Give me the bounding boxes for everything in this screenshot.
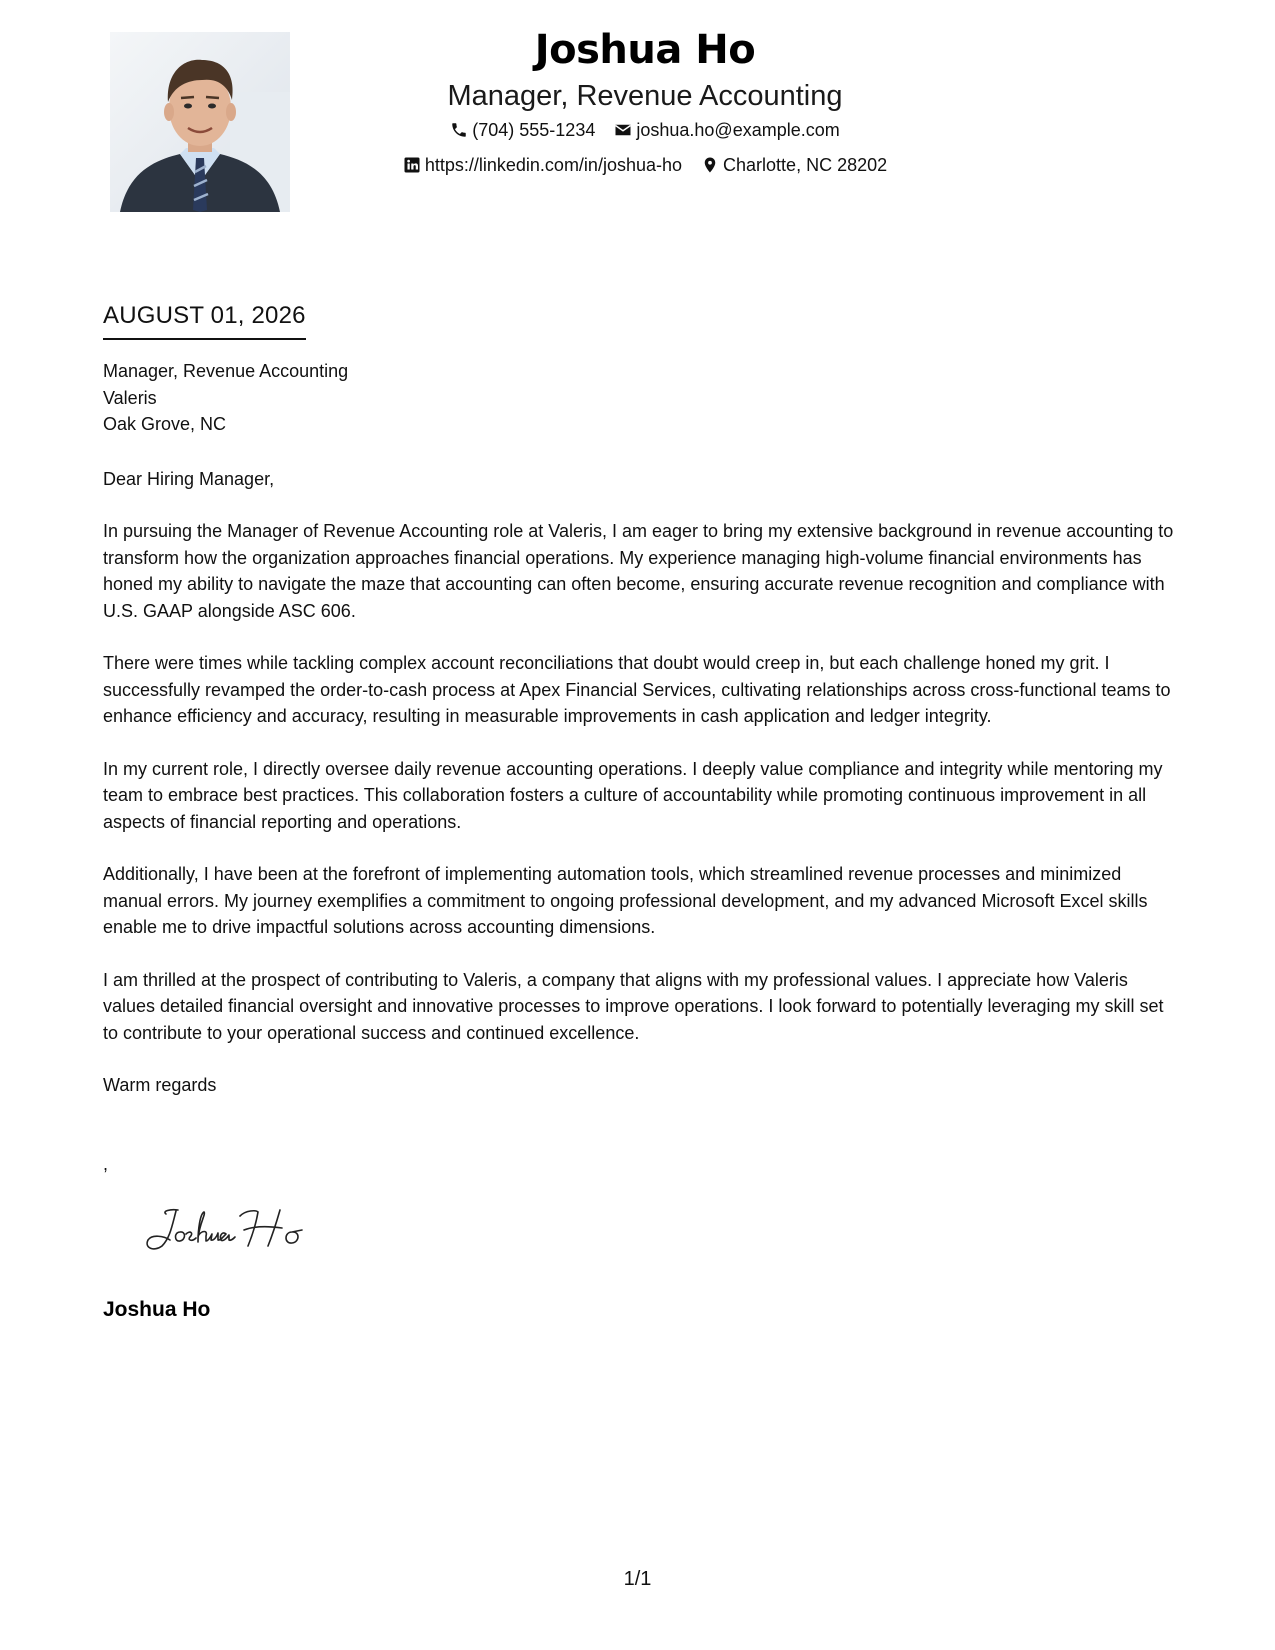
location-text: Charlotte, NC 28202 [723,155,888,175]
recipient-company: Valeris [103,387,157,408]
recipient-title: Manager, Revenue Accounting [103,361,349,381]
closing: Warm regards [103,1075,217,1095]
linkedin-text: https://linkedin.com/in/joshua-ho [424,155,683,175]
contact-location [701,149,887,181]
letter-header [330,22,960,184]
body-paragraph-4: Additionally, I have been at the forefront of implementing automation tools, which streamlined revenue processes and minimized manual errors. My journey exemplifies a commitment to ongoing professional development, and my advanced Microsoft Excel skills enable me to drive impactful solutions across accounting dimensions. [103,864,1148,937]
email-text: joshua.ho@example.com [636,120,840,140]
letter-date: AUGUST 01, 2026 [103,300,306,340]
contact-row-secondary [330,149,960,184]
body-paragraph-1: In pursuing the Manager of Revenue Accounting role at Valeris, I am eager to bring my extensive background in revenue accounting to transform how the organization approaches financial operations. My experience managing high-volume financial environments has honed my ability to navigate the maze that accounting can often become, ensuring accurate revenue recognition and compliance with U.S. GAAP alongside ASC 606. [103,521,1174,621]
map-marker-icon [701,156,719,174]
salutation: Dear Hiring Manager, [103,468,275,489]
phone-text: (704) 555-1234 [472,120,596,140]
contact-phone[interactable] [450,114,595,146]
linkedin-icon [403,156,421,174]
envelope-icon [614,121,632,139]
contact-row-primary [330,114,960,149]
profile-photo-image [110,32,290,212]
applicant-name: Joshua Ho [534,27,756,73]
signer-name: Joshua Ho [103,1298,211,1321]
body-paragraph-3: In my current role, I directly oversee daily revenue accounting operations. I deeply value compliance and integrity while mentoring my team to embrace best practices. This collaboration fosters a culture of accountability while promoting continuous improvement in all aspects of financial reporting and operations. [103,758,1163,832]
signature-image [140,1200,330,1260]
recipient-location: Oak Grove, NC [103,414,227,434]
contact-linkedin[interactable] [403,149,682,181]
closing-comma: , [103,1153,109,1174]
letter-body [103,358,1183,1177]
phone-icon [450,121,468,139]
body-paragraph-2: There were times while tackling complex account reconciliations that doubt would creep in, but each challenge honed my grit. I successfully revamped the order-to-cash process at Apex Financial Services, cultivating relationships across cross-functional teams to enhance efficiency and accuracy, resulting in measurable improvements in cash application and ledger integrity. [103,653,1171,726]
body-paragraph-5: I am thrilled at the prospect of contributing to Valeris, a company that aligns with my professional values. I appreciate how Valeris values detailed financial oversight and innovative processes to improve operations. I look forward to potentially leveraging my skill set to contribute to your operational success and continued excellence. [103,969,1164,1043]
handwritten-signature [140,1200,330,1260]
applicant-title: Manager, Revenue Accounting [447,80,843,112]
profile-photo [110,32,290,212]
contact-email[interactable] [614,114,839,146]
recipient-block [103,358,1183,438]
page-number: 1/1 [623,1568,652,1590]
